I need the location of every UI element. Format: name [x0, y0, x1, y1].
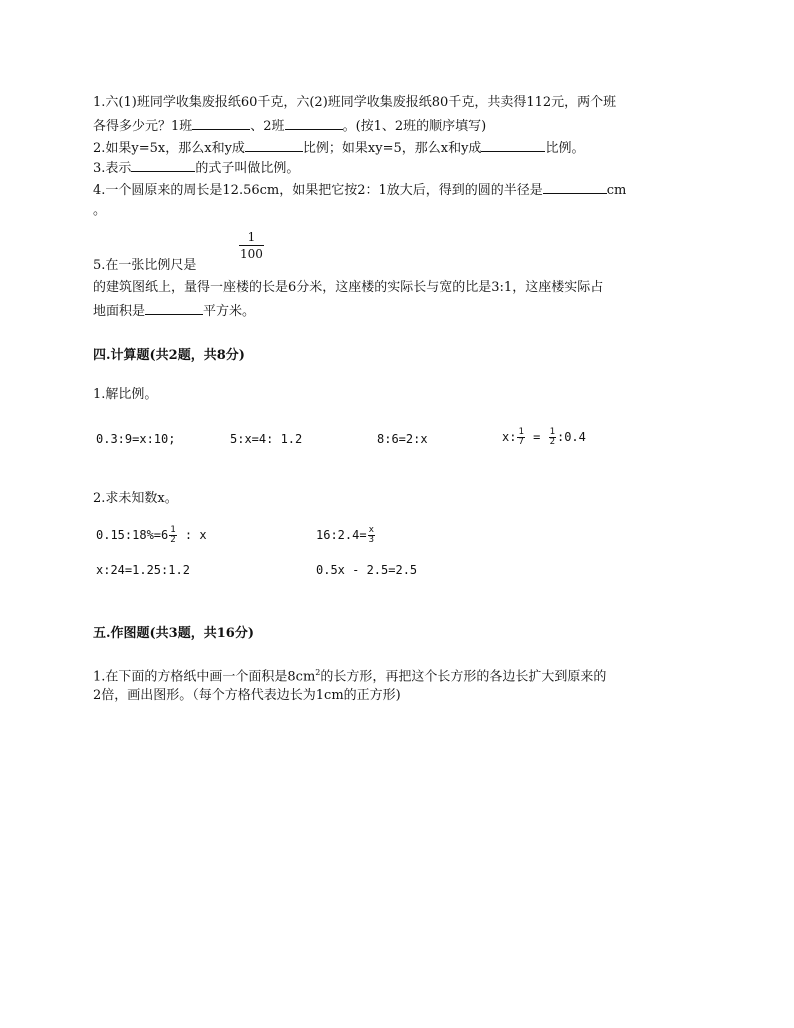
eq4-part-b: = — [525, 430, 548, 444]
equation-3: 8:6=2:x — [377, 432, 428, 446]
q3-line — [93, 158, 299, 178]
q4-blank[interactable] — [543, 180, 607, 194]
eq5-part-a: 0.15:18%=6 — [96, 528, 169, 542]
q2-text-2: 比例；如果xy=5，那么x和y成 — [302, 141, 482, 156]
q5-blank[interactable] — [145, 301, 203, 315]
equation-6 — [316, 526, 376, 545]
eq6-f-den: 3 — [368, 535, 374, 545]
eq4-part-c: :0.4 — [556, 430, 586, 444]
eq6-f-num: x — [368, 525, 374, 535]
q1-text-2: 、2班 — [250, 119, 285, 134]
eq5-part-b: : x — [177, 528, 207, 542]
q2-blank-2[interactable] — [481, 138, 545, 152]
q2-line — [93, 138, 584, 158]
q1-text-1: 各得多少元？1班 — [93, 119, 193, 134]
q1-line-b — [93, 116, 486, 136]
eq4-fraction-2 — [549, 428, 556, 447]
q5-text-2: 平方米。 — [203, 304, 256, 319]
q3-text-2: 的式子叫做比例。 — [195, 161, 300, 176]
eq6-fraction — [368, 526, 375, 545]
section4-q1-label: 1.解比例。 — [93, 387, 158, 402]
eq4-f2-num: 1 — [549, 427, 555, 437]
q1-text-3: 。(按1、2班的顺序填写) — [342, 119, 487, 134]
q2-text-3: 比例。 — [545, 141, 585, 156]
q5-text-1: 地面积是 — [93, 304, 146, 319]
eq4-f1-num: 1 — [518, 427, 524, 437]
equation-1: 0.3:9=x:10; — [96, 432, 176, 446]
q4-period: 。 — [93, 203, 107, 218]
s5q1-text-1: 1.在下面的方格纸中画一个面积是8cm — [93, 669, 316, 685]
q5-line-c — [93, 301, 255, 321]
q5-line-a: 5.在一张比例尺是 — [93, 258, 197, 273]
q4-text-1: 4.一个圆原来的周长是12.56cm，如果把它按2：1放大后，得到的圆的半径是 — [93, 183, 543, 198]
q2-blank-1[interactable] — [245, 138, 303, 152]
eq5-f-den: 2 — [170, 535, 176, 545]
section5-q1-line-b: 2倍，画出图形。（每个方格代表边长为1cm的正方形) — [93, 688, 401, 703]
section5-heading: 五.作图题(共3题，共16分) — [93, 626, 254, 641]
s5q1-superscript: 2 — [315, 668, 321, 677]
s5q1-text-2: 的长方形，再把这个长方形的各边长扩大到原来的 — [320, 669, 607, 685]
q3-text-1: 3.表示 — [93, 161, 132, 176]
section4-q2-label: 2.求未知数x。 — [93, 491, 178, 506]
q4-line — [93, 180, 626, 200]
eq4-f1-den: 7 — [518, 437, 524, 447]
q3-blank[interactable] — [131, 158, 195, 172]
q4-text-2: cm — [606, 183, 627, 198]
equation-5 — [96, 526, 207, 545]
eq4-fraction-1 — [517, 428, 524, 447]
section5-q1-line-a — [93, 664, 606, 686]
q2-text-1: 2.如果y=5x，那么x和y成 — [93, 141, 245, 156]
eq4-f2-den: 2 — [549, 437, 555, 447]
q1-blank-1[interactable] — [192, 116, 250, 130]
q1-line-a: 1.六(1)班同学收集废报纸60千克，六(2)班同学收集废报纸80千克，共卖得112元，两个班 — [93, 95, 617, 110]
eq5-f-num: 1 — [170, 525, 176, 535]
q1-blank-2[interactable] — [285, 116, 343, 130]
equation-7: x:24=1.25:1.2 — [96, 563, 190, 577]
equation-2: 5:x=4: 1.2 — [230, 432, 303, 446]
equation-8: 0.5x - 2.5=2.5 — [316, 563, 418, 577]
q5-fraction-denominator: 100 — [240, 247, 263, 261]
q5-scale-fraction — [239, 229, 264, 262]
equation-4 — [502, 428, 586, 447]
eq6-part-a: 16:2.4= — [316, 528, 367, 542]
q5-line-b: 的建筑图纸上，量得一座楼的长是6分米，这座楼的实际长与宽的比是3:1，这座楼实际占 — [93, 280, 604, 295]
eq4-part-a: x: — [502, 430, 517, 444]
eq5-fraction — [169, 526, 176, 545]
section4-heading: 四.计算题(共2题，共8分) — [93, 348, 245, 363]
q5-fraction-numerator: 1 — [239, 229, 264, 246]
